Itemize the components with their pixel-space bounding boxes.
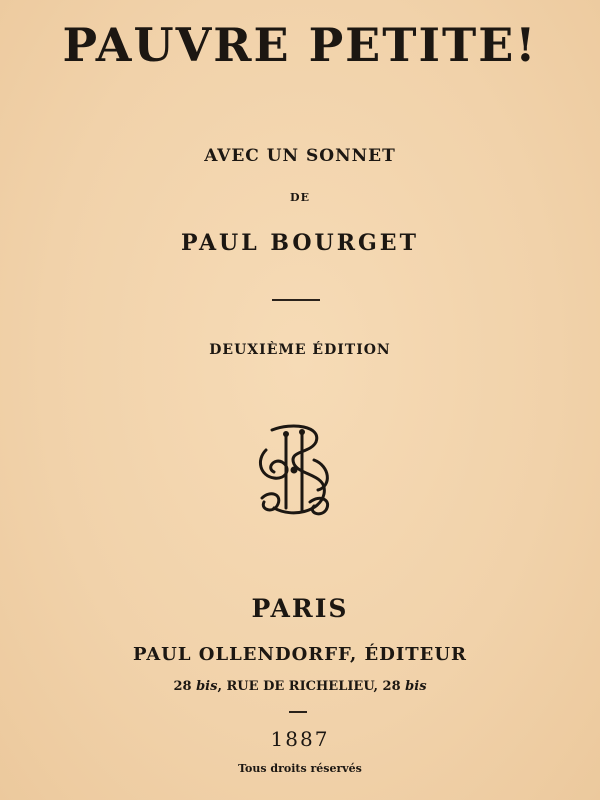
publication-city: PARIS [251, 594, 349, 623]
small-rule [289, 711, 307, 713]
publisher-address [0, 679, 600, 694]
book-title: PAUVRE PETITE! [62, 18, 538, 72]
edition-label: DEUXIÈME ÉDITION [209, 342, 391, 358]
author-name: PAUL BOURGET [181, 230, 419, 256]
publisher-name: PAUL OLLENDORFF, ÉDITEUR [132, 644, 468, 665]
publication-year: 1887 [270, 727, 330, 751]
rights-notice: Tous droits réservés [238, 762, 362, 775]
address-bis-2: bis [405, 679, 427, 694]
publisher-monogram-icon [252, 420, 336, 520]
connector-de: DE [290, 191, 310, 204]
address-street: , RUE DE RICHELIEU, 28 [217, 679, 401, 694]
address-bis: bis [196, 679, 218, 694]
address-number: 28 [173, 679, 192, 694]
subtitle: AVEC UN SONNET [204, 146, 396, 166]
ornamental-rule [272, 299, 320, 301]
